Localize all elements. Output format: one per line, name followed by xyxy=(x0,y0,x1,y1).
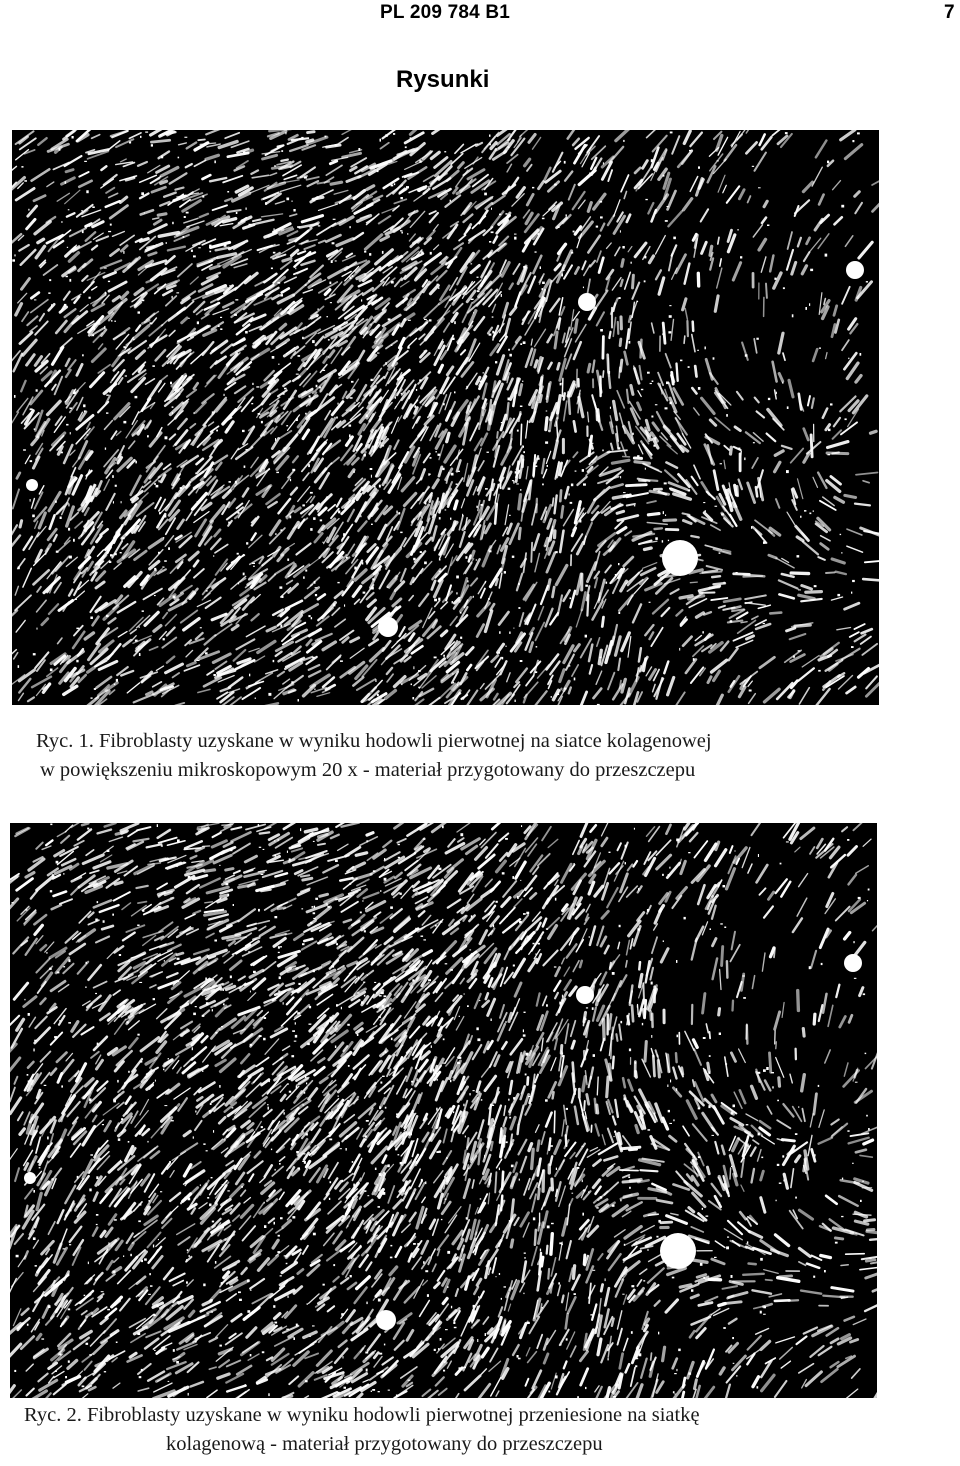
micrograph-figure-2 xyxy=(10,823,877,1398)
figure-2-caption-line-2: kolagenową - materiał przygotowany do przeszczepu xyxy=(166,1433,603,1455)
micrograph-figure-1 xyxy=(12,130,879,705)
section-title: Rysunki xyxy=(396,66,490,93)
page-number: 7 xyxy=(944,2,955,23)
micrograph-image-2 xyxy=(10,823,877,1398)
micrograph-image-1 xyxy=(12,130,879,705)
figure-2-caption-line-1: Ryc. 2. Fibroblasty uzyskane w wyniku hodowli pierwotnej przeniesione na siatkę xyxy=(24,1404,700,1426)
figure-1-caption-line-1: Ryc. 1. Fibroblasty uzyskane w wyniku hodowli pierwotnej na siatce kolagenowej xyxy=(36,730,712,752)
patent-number: PL 209 784 B1 xyxy=(380,2,511,23)
figure-1-caption-line-2: w powiększeniu mikroskopowym 20 x - materiał przygotowany do przeszczepu xyxy=(40,759,696,781)
